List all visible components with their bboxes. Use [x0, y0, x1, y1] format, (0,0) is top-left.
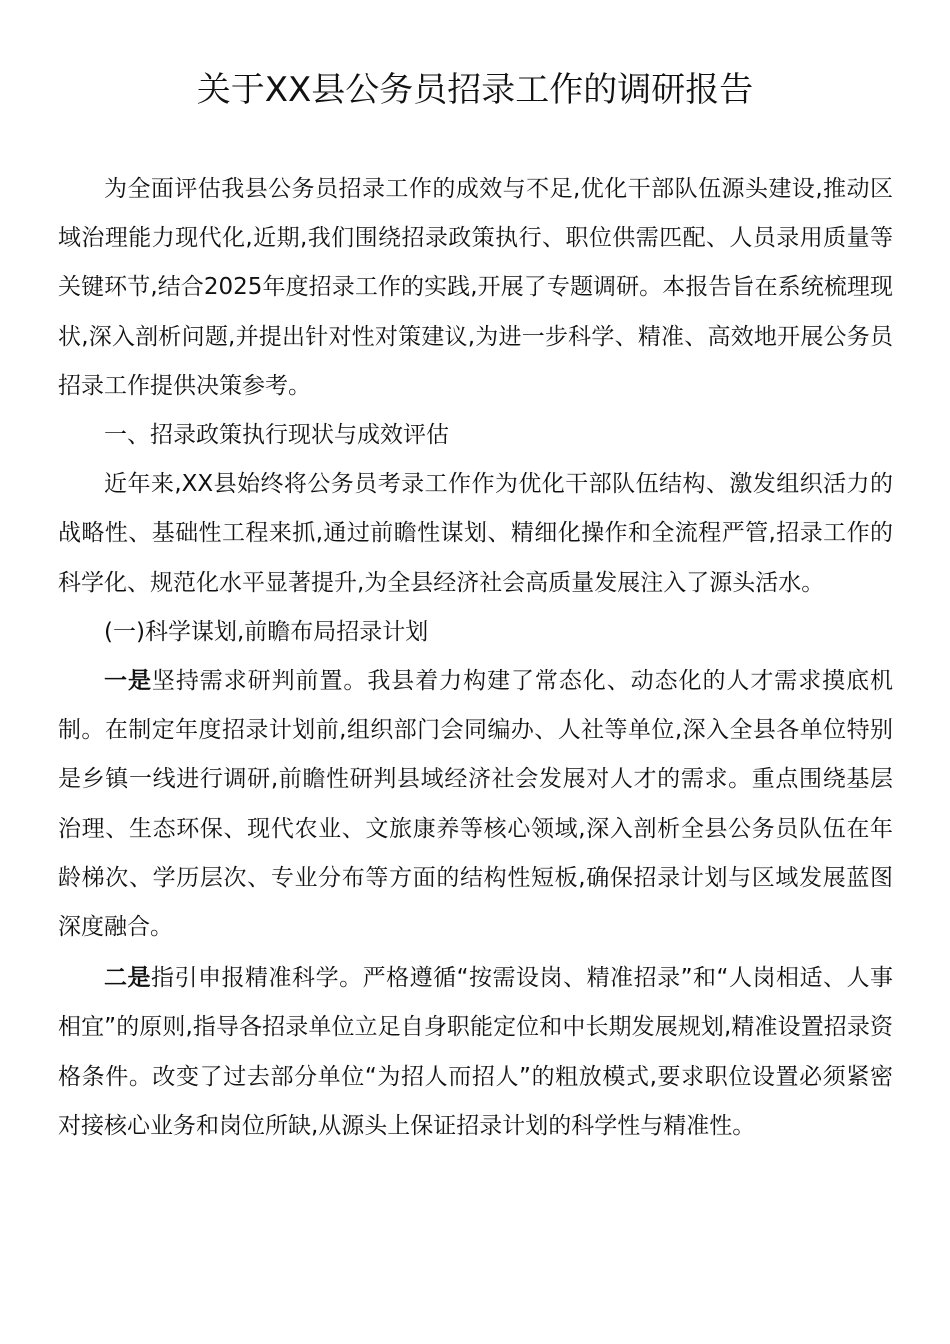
point-1-paragraph [58, 657, 893, 952]
point-1-lead: 一是 [104, 668, 152, 695]
document-title: 关于XX县公务员招录工作的调研报告 [196, 70, 754, 110]
subsection-1-heading: (一)科学谋划,前瞻布局招录计划 [104, 618, 429, 645]
point-2-lead: 二是 [104, 965, 152, 992]
intro-paragraph: 为全面评估我县公务员招录工作的成效与不足,优化干部队伍源头建设,推动区域治理能力现代化,近期,我们围绕招录政策执行、职位供需匹配、人员录用质量等关键环节,结合2025年度招录工作的实践,开展了专题调研。本报告旨在系统梳理现状,深入剖析问题,并提出针对性对策建议,为进一步科学、精准、高效地开展公务员招录工作提供决策参考。 [58, 176, 893, 399]
section-1-heading: 一、招录政策执行现状与成效评估 [104, 422, 449, 449]
point-2-paragraph [58, 954, 893, 1151]
section-1-paragraph: 近年来,XX县始终将公务员考录工作作为优化干部队伍结构、激发组织活力的战略性、基础性工程来抓,通过前瞻性谋划、精细化操作和全流程严管,招录工作的科学化、规范化水平显著提升,为全县经济社会高质量发展注入了源头活水。 [58, 471, 893, 596]
point-2-text: 指引申报精准科学。严格遵循“按需设岗、精准招录”和“人岗相适、人事相宜”的原则,指导各招录单位立足自身职能定位和中长期发展规划,精准设置招录资格条件。改变了过去部分单位“为招人而招人”的粗放模式,要求职位设置必须紧密对接核心业务和岗位所缺,从源头上保证招录计划的科学性与精准性。 [58, 965, 893, 1139]
point-1-text: 坚持需求研判前置。我县着力构建了常态化、动态化的人才需求摸底机制。在制定年度招录计划前,组织部门会同编办、人社等单位,深入全县各单位特别是乡镇一线进行调研,前瞻性研判县域经济社会发展对人才的需求。重点围绕基层治理、生态环保、现代农业、文旅康养等核心领域,深入剖析全县公务员队伍在年龄梯次、学历层次、专业分布等方面的结构性短板,确保招录计划与区域发展蓝图深度融合。 [58, 668, 893, 941]
document-body [58, 165, 893, 1151]
